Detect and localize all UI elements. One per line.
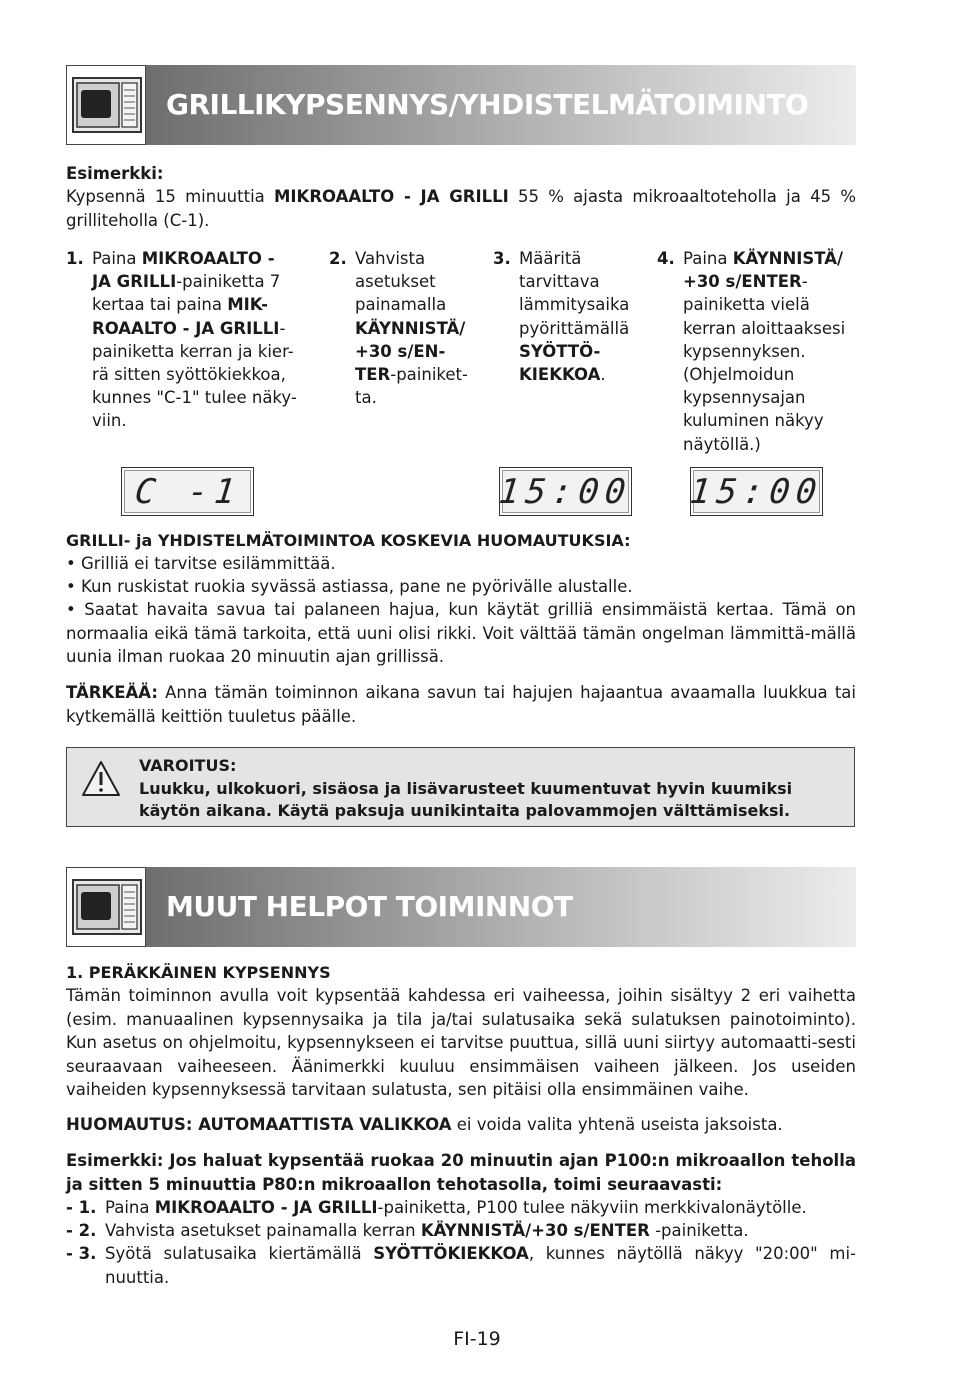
example-heading: Esimerkki: Jos haluat kypsentää ruokaa 20 minuutin ajan P100:n mikroaallon teholla ja sitten 5 minuuttia P80:n mikroaallon tehotasolla, toimi seuraavasti: [66,1151,856,1194]
lcd-display-c1: C -1 [121,467,254,516]
step-number: - 2. [66,1221,97,1240]
section-header-other [66,867,856,947]
step-text: Vahvista asetukset painamalla kerran KÄYNNISTÄ/+30 s/ENTER -painiketta. [105,1221,749,1240]
step-text: Paina MIKROAALTO - JA GRILLI-painiketta, P100 tulee näkyviin merkkivalonäytölle. [105,1198,807,1217]
step-number: 2. [329,249,347,268]
step-number: 4. [657,249,675,268]
microwave-icon [66,867,146,947]
warning-title: VAROITUS: [139,756,237,775]
note-item: • Kun ruskistat ruokia syvässä astiassa, pane ne pyörivälle alustalle. [66,577,633,596]
section-header-grill [66,65,856,145]
microwave-icon [66,65,146,145]
section-title: GRILLIKYPSENNYS/YHDISTELMÄTOIMINTO [166,88,809,121]
warning-text: Luukku, ulkokuori, sisäosa ja lisävarusteet kuumentuvat hyvin kuumiksi käytön aikana. Käytä paksuja uunikintaita palovammojen välttämiseksi. [139,779,793,820]
step-text: Määritä tarvittava lämmitysaika pyörittämällä SYÖTTÖ- KIEKKOA. [519,249,630,385]
note-item: • Saatat havaita savua tai palaneen hajua, kun käytät grilliä ensimmäistä kertaa. Tämä on normaalia eikä tämä tarkoita, että uuni olisi rikki. Voit välttää tämän ongelman lämmittä-mällä uunia ilman ruokaa 20 minuutin ajan grillissä. [66,600,856,666]
step-number: 3. [493,249,511,268]
section-title: MUUT HELPOT TOIMINNOT [166,890,573,923]
step-number: 1. [66,249,84,268]
step-text: Syötä sulatusaika kiertämällä SYÖTTÖKIEKKOA, kunnes näytöllä näkyy "20:00" mi-nuuttia. [105,1244,856,1287]
example-text: Kypsennä 15 minuuttia MIKROAALTO - JA GRILLI 55 % ajasta mikroaaltoteholla ja 45 % grilliteholla (C-1). [66,187,856,230]
step-text: Paina KÄYNNISTÄ/ +30 s/ENTER- painiketta vielä kerran aloittaaksesi kypsennyksen. (Ohjelmoidun kypsennysajan kuluminen näkyy näytöllä.) [683,249,846,454]
lcd-display-time: 15:00 [499,467,632,516]
subheading: 1. PERÄKKÄINEN KYPSENNYS [66,963,331,982]
page-number: FI-19 [453,1328,501,1350]
menu-note: HUOMAUTUS: AUTOMAATTISTA VALIKKOA ei voida valita yhtenä useista jaksoista. [66,1115,783,1134]
warning-icon [81,760,121,802]
step-text: Vahvista asetukset painamalla KÄYNNISTÄ/ +30 s/EN- TER-painiket- ta. [355,249,468,408]
lcd-display-time: 15:00 [690,467,823,516]
note-item: • Grilliä ei tarvitse esilämmittää. [66,554,336,573]
step-number: - 1. [66,1198,97,1217]
notes-heading: GRILLI- ja YHDISTELMÄTOIMINTOA KOSKEVIA HUOMAUTUKSIA: [66,531,631,550]
step-number: - 3. [66,1244,97,1263]
warning-box [66,747,855,827]
intro-text: Tämän toiminnon avulla voit kypsentää kahdessa eri vaiheessa, joihin sisältyy 2 eri vaihetta (esim. manuaalinen kypsennysaika ja tila ja/tai sulatusaika sekä sulatuksen painotoiminto). Kun asetus on ohjelmoitu, kypsennykseen ei tarvitse puuttua, sillä uuni siirtyy automaatti-sesti seuraavaan vaiheeseen. Äänimerkki kuuluu ensimmäisen vaiheen jälkeen. Jos useiden vaiheiden kypsennyksessä tarvitaan sulatusta, sen pitäisi olla ensimmäinen vaihe. [66,986,856,1099]
important-note: TÄRKEÄÄ: Anna tämän toiminnon aikana savun tai hajujen hajaantua avaamalla luukkua tai kytkemällä keittiön tuuletus päälle. [66,683,856,726]
example-label: Esimerkki: [66,164,164,183]
step-text: Paina MIKROAALTO - JA GRILLI-painiketta 7 kertaa tai paina MIK- ROAALTO - JA GRILLI- painiketta kerran ja kier- rä sitten syöttökiekkoa, kunnes "C-1" tulee näky- viin. [92,249,297,431]
